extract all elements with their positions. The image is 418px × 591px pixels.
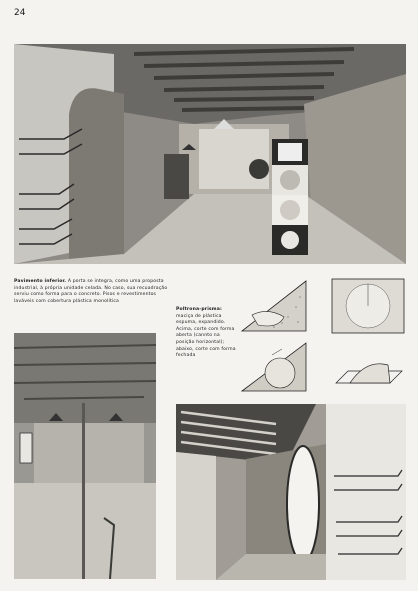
armchair-diagram-closed: [238, 339, 310, 395]
armchair-caption-title: Poltrona-prisma:: [176, 307, 222, 312]
top-interior-photo: [14, 44, 406, 264]
oval-doorway-photo: [176, 404, 406, 580]
lower-floor-caption: [14, 279, 174, 305]
armchair-diagram-plan: [330, 277, 406, 335]
lower-floor-caption-title: Pavimento inferior.: [14, 279, 67, 284]
lower-floor-caption-body: A porta se integra, como uma proposta industrial, à própria unidade celada. No caso, sua recuadração serviu como forma para o concreto. Pisos e revestimentos laváveis com cobertura plástica monolítica: [14, 279, 168, 304]
armchair-diagram-open: [238, 277, 310, 335]
glass-door-photo: [14, 333, 156, 579]
armchair-caption-body: maciça de plástica espuma, expandido. Acima, corte com forma aberta (cannto na posição horizontal); abaixo, corte com forma fechada: [176, 313, 236, 359]
armchair-caption: [176, 307, 236, 360]
page-number: 24: [14, 8, 26, 18]
armchair-perspective: [330, 355, 406, 391]
